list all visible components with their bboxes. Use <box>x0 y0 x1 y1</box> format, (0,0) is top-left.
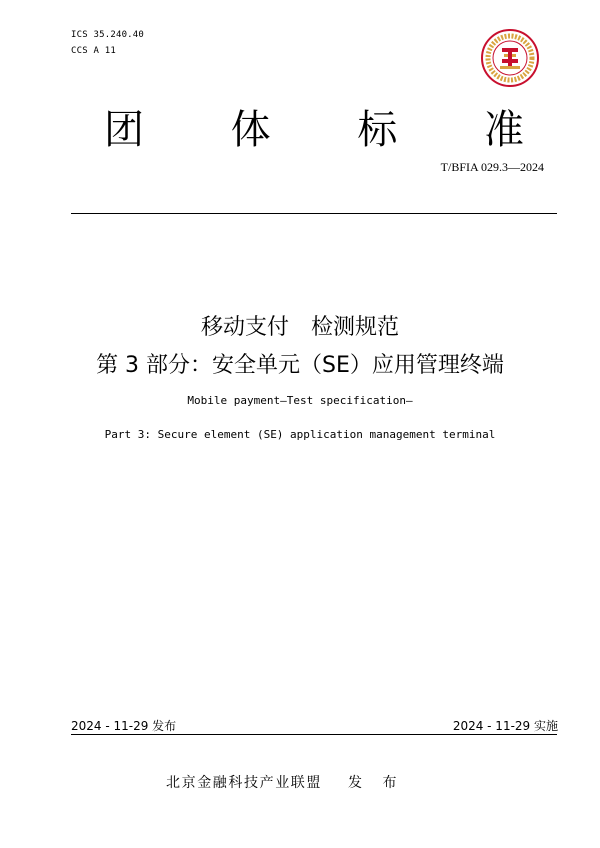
english-title-line-1: Mobile payment—Test specification— <box>187 394 413 407</box>
footer-divider <box>71 734 557 735</box>
ccs-code: CCS A 11 <box>71 46 116 56</box>
alliance-logo-icon <box>480 28 540 88</box>
standard-type-char: 准 <box>483 107 524 153</box>
standard-number: T/BFIA 029.3—2024 <box>440 160 544 174</box>
english-title-line-2: Part 3: Secure element (SE) application management terminal <box>104 428 496 441</box>
ics-code: ICS 35.240.40 <box>71 30 145 40</box>
publish-date: 2024 - 11-29 发布 <box>71 719 177 733</box>
publisher-name: 北京金融科技产业联盟 <box>166 775 322 791</box>
header-divider <box>71 213 557 214</box>
publisher-line <box>166 774 404 792</box>
standard-type-char: 标 <box>357 107 398 153</box>
standard-type-heading <box>104 106 524 154</box>
chinese-title-line-1: 移动支付 检测规范 <box>200 315 399 340</box>
chinese-title-line-2: 第 3 部分：安全单元（SE）应用管理终端 <box>96 353 504 378</box>
publish-word: 发 布 <box>348 775 405 791</box>
standard-type-char: 体 <box>230 107 271 153</box>
standard-type-char: 团 <box>104 107 144 153</box>
implement-date: 2024 - 11-29 实施 <box>452 719 558 733</box>
